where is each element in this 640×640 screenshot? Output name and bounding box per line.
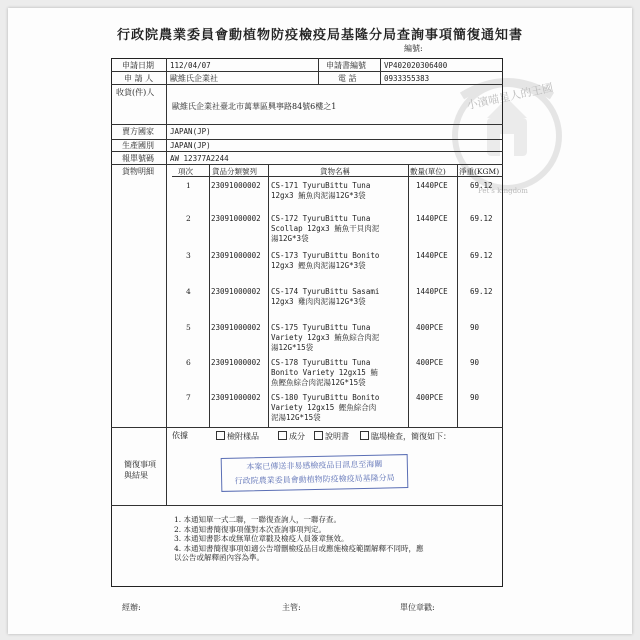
row-weight: 90 [470,393,480,402]
watermark-text: 小濱喵星人的王國 [465,81,555,113]
option-manual[interactable]: 說明書 [314,431,349,442]
row-code: 23091000002 [211,214,261,223]
apply-date-label: 申請日期 [122,61,154,70]
row-goods-name: CS-180 TyuruBittu Bonito Variety 12gx15 鰹魚綜合肉泥湯12G*15袋 [271,393,380,422]
row-code: 23091000002 [211,358,261,367]
row-quantity: 400PCE [416,323,444,332]
option-onsite[interactable]: 臨場檢查，簡復如下： [360,431,451,442]
supervisor-label: 主管: [282,603,301,612]
option-ingredients[interactable]: 成分 [278,431,305,442]
apply-number-label: 申請書編號 [326,61,366,70]
row-goods-name: CS-172 TyuruBittu Tuna Scollap 12gx3 鮪魚干貝肉泥湯12G*3袋 [271,214,380,243]
row-weight: 69.12 [470,214,493,223]
column-header-name: 貨物名稱 [320,167,350,176]
option-sample[interactable]: 檢附樣品 [216,431,259,442]
phone-label: 電 話 [338,74,357,83]
checkbox-sample[interactable] [216,431,225,440]
origin-country-value: JAPAN(JP) [170,141,211,150]
row-number: 3 [186,251,191,260]
row-code: 23091000002 [211,251,261,260]
row-goods-name: CS-173 TyuruBittu Bonito 12gx3 鰹魚肉泥湯12G*3袋 [271,251,380,270]
notes-list [174,515,424,563]
seller-country-label: 賣方國家 [122,127,154,136]
row-number: 1 [186,181,191,190]
row-number: 7 [186,393,191,402]
row-weight: 69.12 [470,287,493,296]
row-code: 23091000002 [211,323,261,332]
basis-label: 依據 [172,431,188,440]
note-item: 3. 本通知書影本或無單位章戳及檢疫人員簽章無效。 [174,534,349,543]
row-quantity: 1440PCE [416,287,448,296]
row-quantity: 1440PCE [416,214,448,223]
stamp-line-2: 行政院農業委員會動植物防疫檢疫局基隆分局 [234,473,395,486]
row-weight: 69.12 [470,251,493,260]
note-item: 1. 本通知單一式二聯，一聯復查詢人，一聯存查。 [174,515,342,524]
note-item: 2. 本通知書簡復事項僅對本次查詢事項判定。 [174,524,327,534]
note-item: 以公告或解釋函內容為準。 [174,553,264,562]
reference-label: 編號: [404,44,423,53]
recipient-value: 歐維氏企業社臺北市萬華區興寧路84號6樓之1 [172,102,337,111]
row-quantity: 1440PCE [416,181,448,190]
row-goods-name: CS-171 TyuruBittu Tuna 12gx3 鮪魚肉泥湯12G*3袋 [271,181,371,200]
column-header-qty: 數量(單位) [410,167,446,176]
document-title: 行政院農業委員會動植物防疫檢疫局基隆分局查詢事項簡復通知書 [116,28,523,43]
checkbox-manual[interactable] [314,431,323,440]
reference-number [404,43,464,54]
goods-section-label: 貨物明細 [122,167,154,176]
row-goods-name: CS-174 TyuruBittu Sasami 12gx3 雞肉肉泥湯12G*3袋 [271,287,380,306]
row-quantity: 400PCE [416,358,444,367]
declaration-number-label: 報單號碼 [122,154,154,163]
row-number: 6 [186,358,191,367]
row-weight: 90 [470,358,480,367]
phone-value: 0933355383 [384,74,430,83]
row-number: 5 [186,323,191,332]
reply-section-label: 簡復事項 [124,460,156,469]
apply-number-value: VP402020306400 [384,61,448,70]
note-item: 4. 本通知書簡復事項如適公告增刪檢疫品目或應施檢疫範圍解釋不同時，應 [174,543,424,553]
recipient-label: 收貨(件)人 [116,88,155,97]
reply-section-label-2: 與結果 [124,471,148,480]
customs-stamp [221,454,409,492]
checkbox-onsite[interactable] [360,431,369,440]
row-goods-name: CS-175 TyuruBittu Tuna Variety 12gx3 鮪魚綜合肉泥湯12G*15袋 [271,323,380,352]
row-quantity: 1440PCE [416,251,448,260]
row-code: 23091000002 [211,287,261,296]
column-header-no: 項次 [178,167,193,176]
row-number: 2 [186,214,191,223]
origin-country-label: 生產國別 [122,141,154,150]
stamp-line-1: 本案已傳送非易感檢疫品目訊息至海關 [246,459,383,472]
unit-stamp-label: 單位章戳: [400,603,435,612]
row-code: 23091000002 [211,393,261,402]
row-quantity: 400PCE [416,393,444,402]
watermark-subtext: Pet's kingdom [478,187,528,195]
column-header-code: 貨品分類號列 [212,167,257,176]
column-header-weight: 淨重(KGM) [459,167,500,176]
seller-country-value: JAPAN(JP) [170,127,211,136]
declaration-number-value: AW 12377A2244 [170,154,229,163]
applicant-value: 歐維氏企業社 [170,74,218,83]
row-number: 4 [186,287,191,296]
row-weight: 69.12 [470,181,493,190]
row-code: 23091000002 [211,181,261,190]
row-weight: 90 [470,323,480,332]
row-goods-name: CS-178 TyuruBittu Tuna Bonito Variety 12gx15 鮪魚鰹魚綜合肉泥湯12G*15袋 [271,358,378,387]
applicant-label: 申 請 人 [124,74,154,83]
apply-date-value: 112/04/07 [170,61,211,70]
handler-label: 經辦: [122,603,141,612]
checkbox-ingredients[interactable] [278,431,287,440]
